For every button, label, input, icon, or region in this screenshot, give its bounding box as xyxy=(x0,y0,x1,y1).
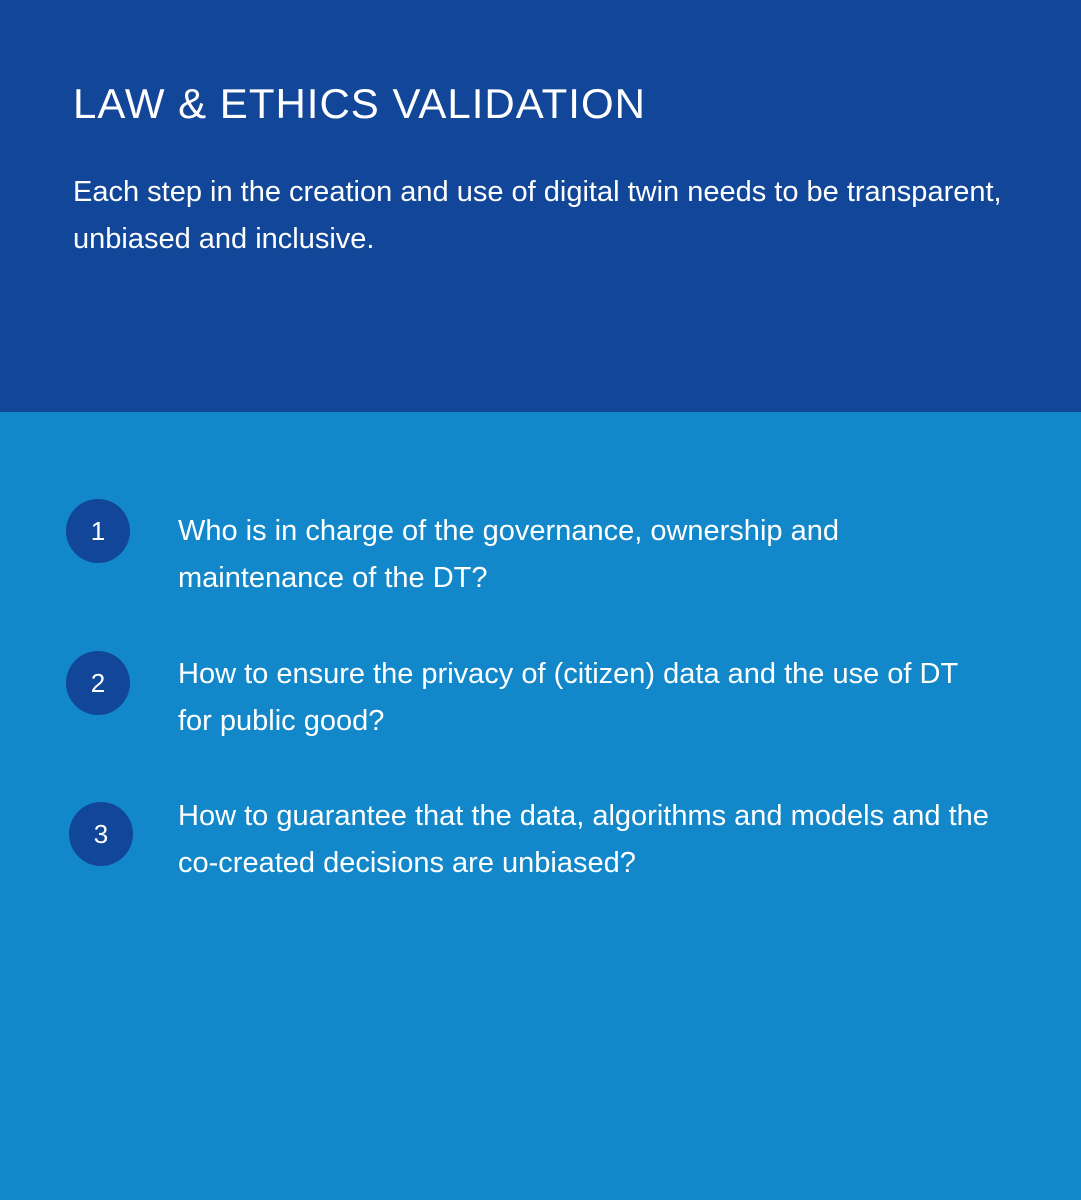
question-number-badge: 2 xyxy=(66,651,130,715)
question-number-badge: 1 xyxy=(66,499,130,563)
header-panel xyxy=(0,0,1081,412)
page-title: LAW & ETHICS VALIDATION xyxy=(73,80,646,127)
question-text: How to guarantee that the data, algorithms and models and the co-created decisions are unbiased? xyxy=(178,800,989,879)
question-item-2 xyxy=(0,651,1081,761)
question-text: How to ensure the privacy of (citizen) data and the use of DT for public good? xyxy=(178,658,958,737)
question-item-3 xyxy=(0,793,1081,903)
question-number-badge: 3 xyxy=(69,802,133,866)
question-item-1 xyxy=(0,508,1081,618)
question-text: Who is in charge of the governance, ownership and maintenance of the DT? xyxy=(178,515,839,594)
page-subtitle: Each step in the creation and use of digital twin needs to be transparent, unbiased and inclusive. xyxy=(73,176,1002,255)
